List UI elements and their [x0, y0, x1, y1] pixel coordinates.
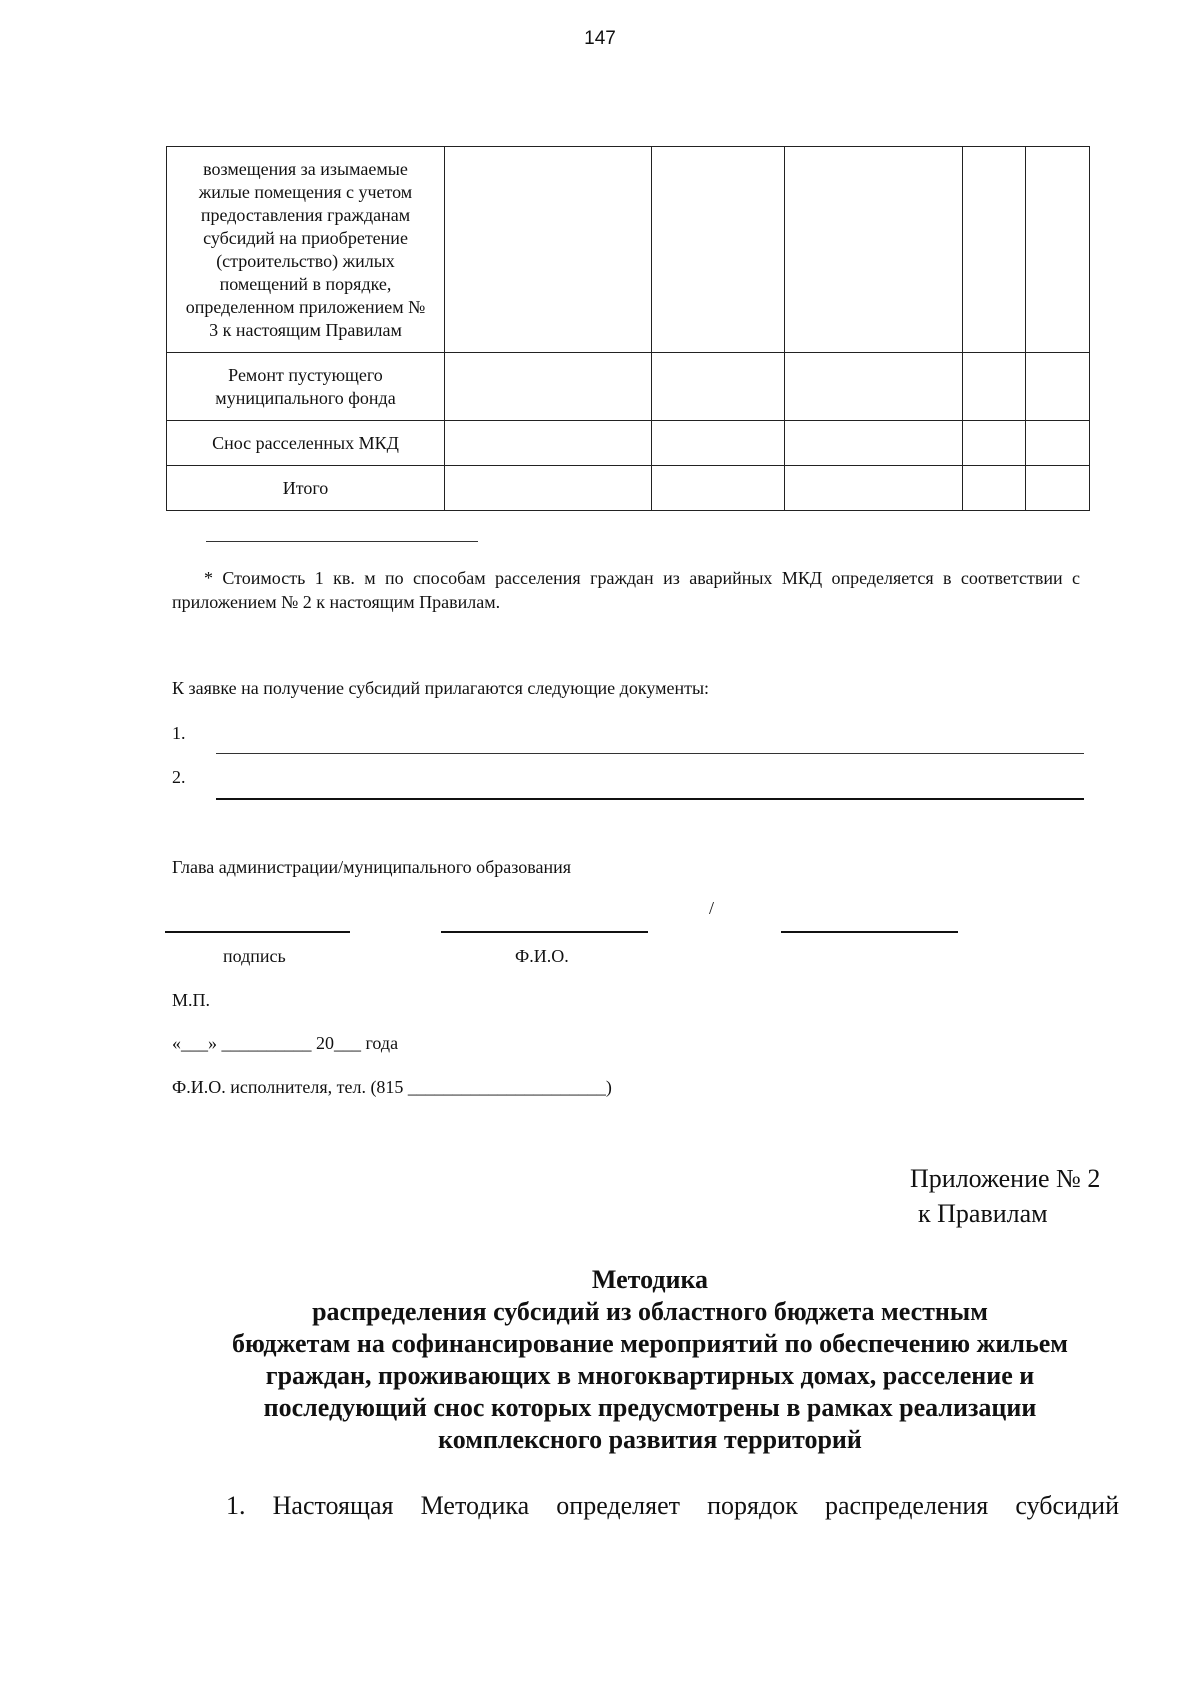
page-number: 147: [584, 28, 616, 49]
table-row: [167, 421, 1090, 466]
fio-line[interactable]: [441, 931, 648, 933]
signature-head: Глава администрации/муниципального образования: [172, 857, 572, 877]
document-item-2-number: 2.: [172, 767, 186, 787]
document-item-2-line[interactable]: [216, 798, 1084, 800]
signature-line[interactable]: [165, 931, 350, 933]
table-row-label: Итого: [167, 466, 445, 511]
methodology-subtitle-line: бюджетам на софинансирование мероприятий по обеспечению жильем: [232, 1329, 1068, 1358]
table-row: [167, 147, 1090, 353]
appendix-number: Приложение № 2: [910, 1164, 1101, 1193]
date-line: «___» __________ 20___ года: [172, 1033, 399, 1053]
methodology-subtitle-line: распределения субсидий из областного бюджета местным: [312, 1297, 988, 1326]
document-item-1-number: 1.: [172, 723, 186, 743]
signature-caption: подпись: [223, 946, 286, 966]
documents-intro: К заявке на получение субсидий прилагаются следующие документы:: [172, 678, 710, 698]
table-row-label: возмещения за изымаемые жилые помещения с учетом предоставления гражданам субсидий на приобретение (строительство) жилых помещений в порядке, определенном приложением № 3 к настоящим Правилам: [167, 147, 445, 353]
executor-line: Ф.И.О. исполнителя, тел. (815 ______________________): [172, 1077, 612, 1097]
methodology-subtitle-line: последующий снос которых предусмотрены в рамках реализации: [263, 1393, 1037, 1422]
extra-signature-line[interactable]: [781, 931, 958, 933]
footnote-separator: [206, 541, 478, 542]
stamp-label: М.П.: [172, 990, 211, 1010]
methodology-paragraph-1: 1. Настоящая Методика определяет порядок распределения субсидий: [226, 1491, 1119, 1520]
fio-caption: Ф.И.О.: [515, 946, 569, 966]
table-row: [167, 466, 1090, 511]
appendix-reference: к Правилам: [918, 1199, 1048, 1228]
methodology-title: Методика: [591, 1265, 709, 1294]
signature-slash: /: [709, 898, 715, 918]
methodology-subtitle-line: граждан, проживающих в многоквартирных домах, расселение и: [265, 1361, 1035, 1390]
table-row-label: Снос расселенных МКД: [167, 421, 445, 466]
document-item-1-line[interactable]: [216, 753, 1084, 754]
methodology-subtitle-line: комплексного развития территорий: [438, 1425, 862, 1454]
funding-table: [166, 146, 1090, 511]
table-row: [167, 353, 1090, 421]
footnote: * Стоимость 1 кв. м по способам расселения граждан из аварийных МКД определяется в соответствии с приложением № 2 к настоящим Правилам.: [172, 568, 1080, 612]
table-row-label: Ремонт пустующего муниципального фонда: [167, 353, 445, 421]
